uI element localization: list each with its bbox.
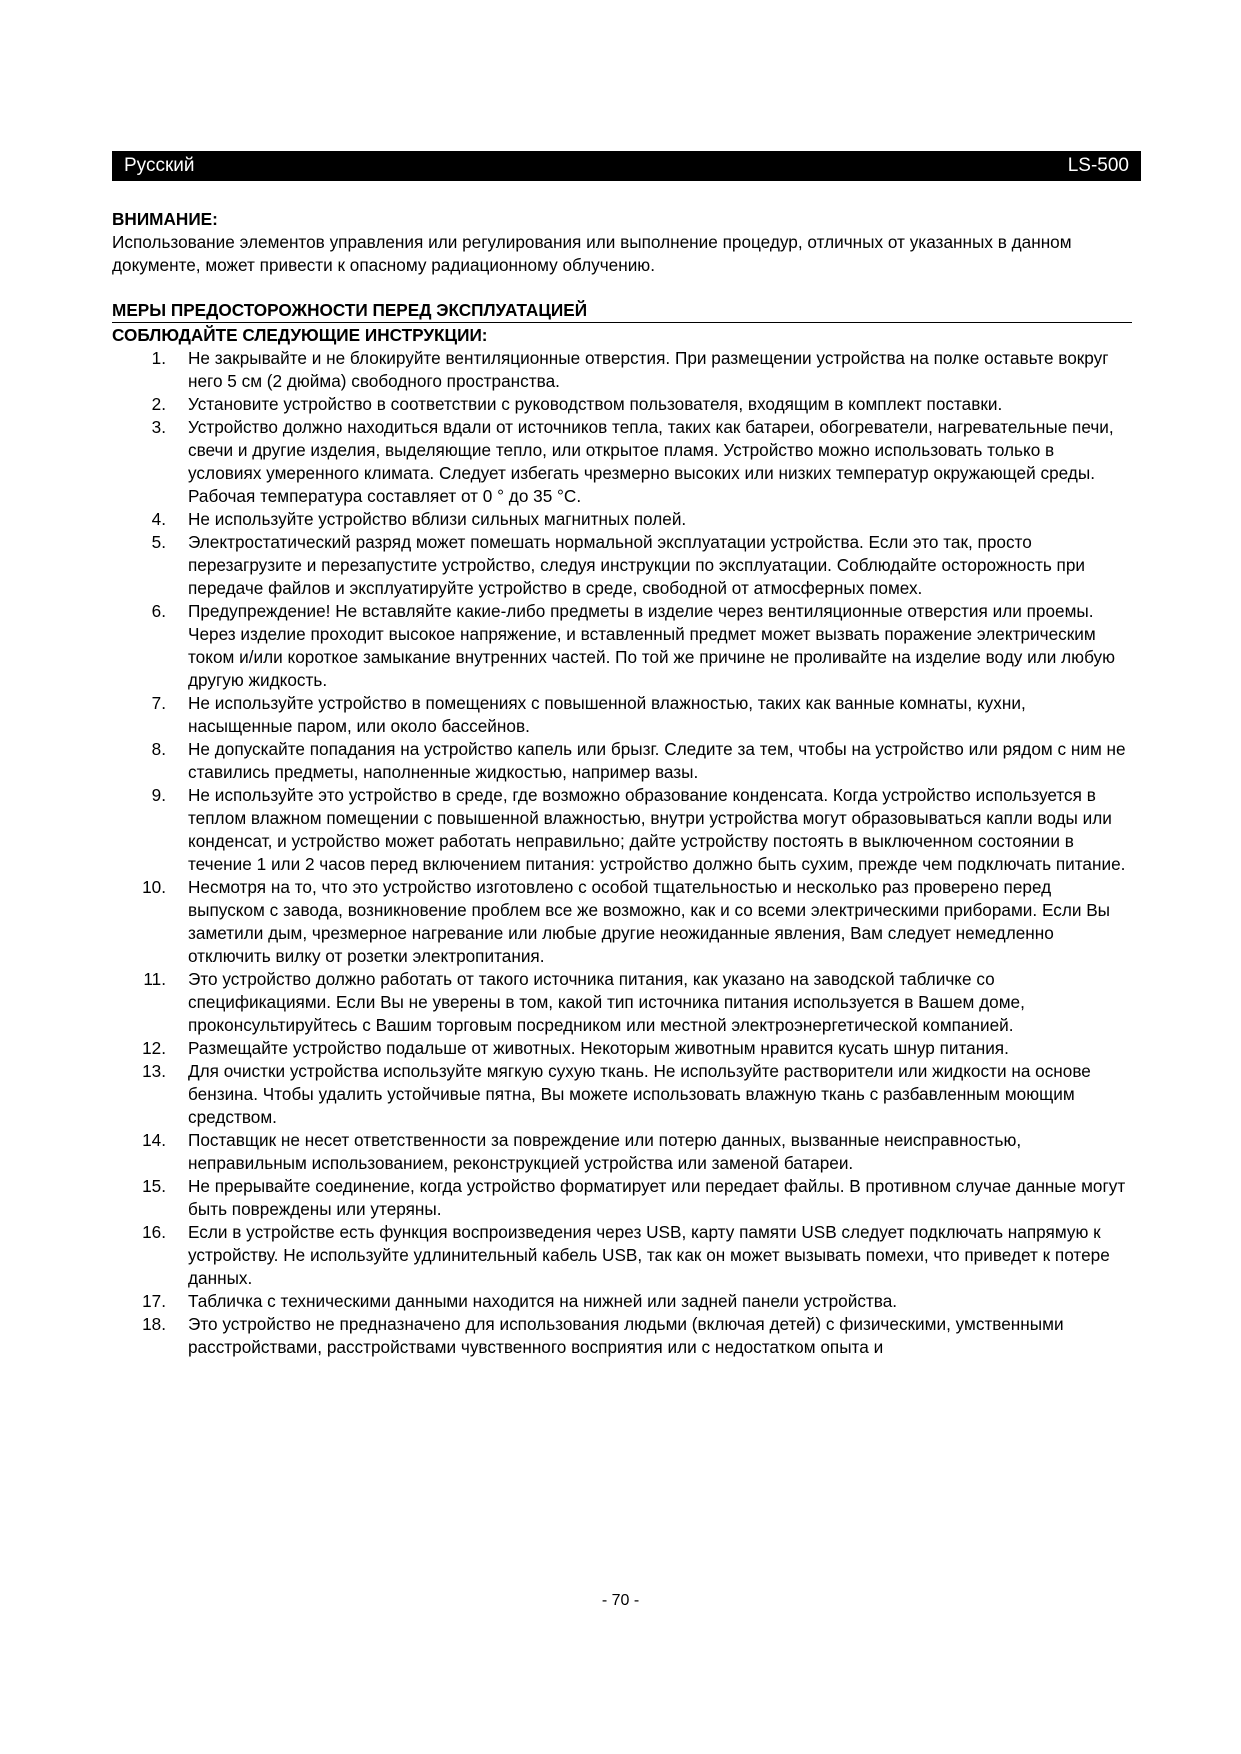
list-item-number: 3. bbox=[151, 417, 166, 437]
list-item bbox=[112, 692, 1132, 738]
document-body bbox=[112, 208, 1132, 1359]
list-item-text: Не закрывайте и не блокируйте вентиляционные отверстия. При размещении устройства на полке оставьте вокруг него 5 см (2 дюйма) свободного пространства. bbox=[188, 348, 1109, 391]
list-item bbox=[112, 968, 1132, 1037]
list-item-number: 15. bbox=[142, 1176, 166, 1196]
list-item bbox=[112, 784, 1132, 876]
list-item bbox=[112, 347, 1132, 393]
list-item bbox=[112, 1313, 1132, 1359]
precautions-heading: МЕРЫ ПРЕДОСТОРОЖНОСТИ ПЕРЕД ЭКСПЛУАТАЦИЕЙ bbox=[112, 300, 588, 320]
list-item-text: Это устройство должно работать от такого источника питания, как указано на заводской табличке со спецификациями. Если Вы не уверены в том, какой тип источника питания используется в Вашем доме, проконсультируйтесь с Вашим торговым посредником или местной электроэнергетической компанией. bbox=[188, 969, 1025, 1035]
list-item bbox=[112, 1037, 1132, 1060]
list-item-text: Не прерывайте соединение, когда устройство форматирует или передает файлы. В противном случае данные могут быть повреждены или утеряны. bbox=[188, 1176, 1126, 1219]
list-item-text: Размещайте устройство подальше от животных. Некоторым животным нравится кусать шнур питания. bbox=[188, 1038, 1009, 1058]
warning-text: Использование элементов управления или регулирования или выполнение процедур, отличных от указанных в данном документе, может привести к опасному радиационному облучению. bbox=[112, 232, 1072, 275]
list-item bbox=[112, 1175, 1132, 1221]
list-item bbox=[112, 393, 1132, 416]
list-item-number: 13. bbox=[142, 1061, 166, 1081]
page-number: - 70 - bbox=[601, 1592, 640, 1609]
list-item-text: Не используйте устройство в помещениях с повышенной влажностью, таких как ванные комнаты, кухни, насыщенные паром, или около бассейнов. bbox=[188, 693, 1026, 736]
list-item bbox=[112, 1290, 1132, 1313]
list-item-number: 1. bbox=[151, 348, 166, 368]
list-item-number: 7. bbox=[151, 693, 166, 713]
list-item-number: 14. bbox=[142, 1130, 166, 1150]
list-item-number: 2. bbox=[151, 394, 166, 414]
list-item bbox=[112, 508, 1132, 531]
list-item-number: 10. bbox=[142, 877, 166, 897]
list-item-text: Это устройство не предназначено для использования людьми (включая детей) с физическими, умственными расстройствами, расстройствами чувственного восприятия или с недостатком опыта и bbox=[188, 1314, 1064, 1357]
list-item-number: 4. bbox=[151, 509, 166, 529]
list-item-number: 6. bbox=[151, 601, 166, 621]
list-item-number: 12. bbox=[142, 1038, 166, 1058]
list-item-text: Табличка с техническими данными находится на нижней или задней панели устройства. bbox=[188, 1291, 898, 1311]
precautions-subheading: СОБЛЮДАЙТЕ СЛЕДУЮЩИЕ ИНСТРУКЦИИ: bbox=[112, 322, 1132, 347]
list-item bbox=[112, 600, 1132, 692]
list-item-text: Предупреждение! Не вставляйте какие-либо предметы в изделие через вентиляционные отверстия или проемы. Через изделие проходит высокое напряжение, и вставленный предмет может вызвать поражение электрическим током и/или короткое замыкание внутренних частей. По той же причине не проливайте на изделие воду или любую другую жидкость. bbox=[188, 601, 1116, 690]
warning-title: ВНИМАНИЕ: bbox=[112, 209, 218, 229]
list-item-number: 18. bbox=[142, 1314, 166, 1334]
model-label: LS-500 bbox=[1067, 155, 1129, 176]
list-item-text: Устройство должно находиться вдали от источников тепла, таких как батареи, обогреватели, нагревательные печи, свечи и другие изделия, выделяющие тепло, или открытое пламя. Устройство можно использовать только в условиях умеренного климата. Следует избегать чрезмерно высоких или низких температур окружающей среды. Рабочая температура составляет от 0 ° до 35 °C. bbox=[188, 417, 1114, 506]
list-item bbox=[112, 416, 1132, 508]
list-item bbox=[112, 531, 1132, 600]
precautions-list bbox=[112, 347, 1132, 1359]
list-item-text: Установите устройство в соответствии с руководством пользователя, входящим в комплект поставки. bbox=[188, 394, 1003, 414]
list-item bbox=[112, 738, 1132, 784]
list-item bbox=[112, 1060, 1132, 1129]
list-item-text: Если в устройстве есть функция воспроизведения через USB, карту памяти USB следует подключать напрямую к устройству. Не используйте удлинительный кабель USB, так как он может вызывать помехи, что приведет к потере данных. bbox=[188, 1222, 1110, 1288]
list-item-text: Несмотря на то, что это устройство изготовлено с особой тщательностью и несколько раз проверено перед выпуском с завода, возникновение проблем все же возможно, как и со всеми электрическими приборами. Если Вы заметили дым, чрезмерное нагревание или любые другие неожиданные явления, Вам следует немедленно отключить вилку от розетки электропитания. bbox=[188, 877, 1111, 966]
list-item-number: 17. bbox=[142, 1291, 166, 1311]
list-item bbox=[112, 1129, 1132, 1175]
list-item-text: Электростатический разряд может помешать нормальной эксплуатации устройства. Если это так, просто перезагрузите и перезапустите устройство, следуя инструкции по эксплуатации. Соблюдайте осторожность при передаче файлов и эксплуатируйте устройство в среде, свободной от атмосферных помех. bbox=[188, 532, 1086, 598]
list-item-number: 16. bbox=[142, 1222, 166, 1242]
list-item-text: Для очистки устройства используйте мягкую сухую ткань. Не используйте растворители или жидкости на основе бензина. Чтобы удалить устойчивые пятна, Вы можете использовать влажную ткань с разбавленным моющим средством. bbox=[188, 1061, 1091, 1127]
list-item bbox=[112, 876, 1132, 968]
list-item-number: 9. bbox=[151, 785, 166, 805]
list-item bbox=[112, 1221, 1132, 1290]
list-item-text: Не допускайте попадания на устройство капель или брызг. Следите за тем, чтобы на устройство или рядом с ним не ставились предметы, наполненные жидкостью, например вазы. bbox=[188, 739, 1126, 782]
list-item-number: 11. bbox=[143, 969, 166, 989]
list-item-text: Не используйте устройство вблизи сильных магнитных полей. bbox=[188, 509, 687, 529]
language-label: Русский bbox=[124, 155, 195, 176]
list-item-number: 8. bbox=[151, 739, 166, 759]
list-item-text: Не используйте это устройство в среде, где возможно образование конденсата. Когда устройство используется в теплом влажном помещении с повышенной влажностью, внутри устройства могут образовываться капли воды или конденсат, и устройство может работать неправильно; дайте устройству постоять в выключенном состоянии в течение 1 или 2 часов перед включением питания: устройство должно быть сухим, прежде чем подключать питание. bbox=[188, 785, 1126, 874]
list-item-number: 5. bbox=[151, 532, 166, 552]
page-header-bar bbox=[112, 151, 1141, 181]
list-item-text: Поставщик не несет ответственности за повреждение или потерю данных, вызванные неисправностью, неправильным использованием, реконструкцией устройства или заменой батареи. bbox=[188, 1130, 1022, 1173]
